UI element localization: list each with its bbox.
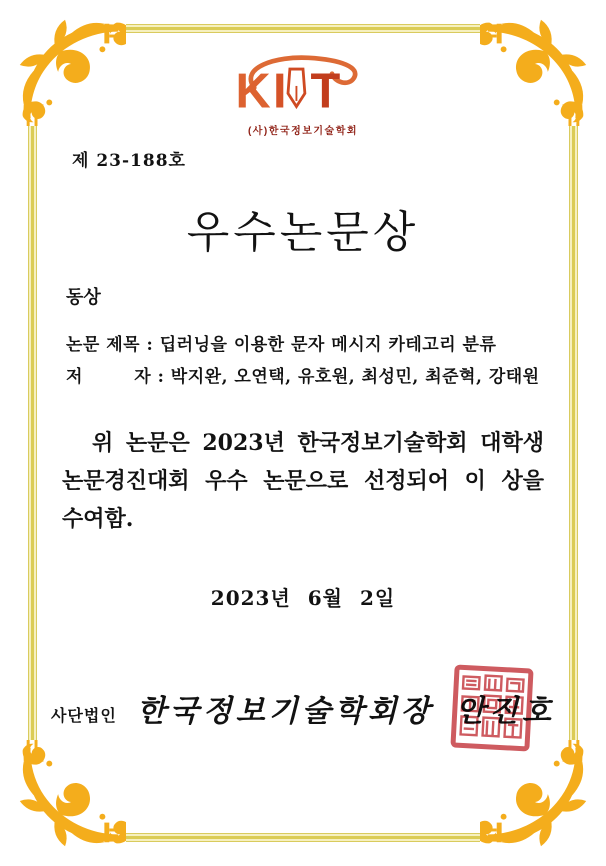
svg-text:I: I xyxy=(273,64,287,116)
kiit-logo xyxy=(0,54,606,137)
body-paragraph xyxy=(62,424,544,538)
logo-subtitle: (사)한국정보기술학회 xyxy=(247,126,359,137)
signer-org-type: 사단법인 xyxy=(50,706,117,725)
official-seal-stamp-icon xyxy=(450,664,534,752)
body-line: 논문경진대회 우수 논문으로 선정되어 이 상을 xyxy=(62,468,544,494)
body-line: 위 논문은 2023년 한국정보기술학회 대학생 xyxy=(92,430,544,456)
signer-name: 한국정보기술학회장 안진호 xyxy=(136,694,556,729)
authors-line: 저 자 : 박지완, 오연택, 유호원, 최성민, 최준혁, 강태원 xyxy=(66,367,540,387)
body-line: 수여함. xyxy=(62,506,134,532)
svg-text:K: K xyxy=(235,64,271,116)
corner-ornament-icon xyxy=(480,740,598,858)
certificate-number: 제 23-188호 xyxy=(72,151,186,171)
award-grade: 동상 xyxy=(66,287,101,308)
corner-ornament-icon xyxy=(8,740,126,858)
kiit-logo-icon xyxy=(228,54,378,116)
certificate-title: 우수논문상 xyxy=(186,207,420,258)
paper-title-line: 논문 제목 : 딥러닝을 이용한 문자 메시지 카테고리 분류 xyxy=(66,335,497,355)
svg-text:T: T xyxy=(310,64,341,116)
issue-date: 2023년 6월 2일 xyxy=(210,586,396,610)
